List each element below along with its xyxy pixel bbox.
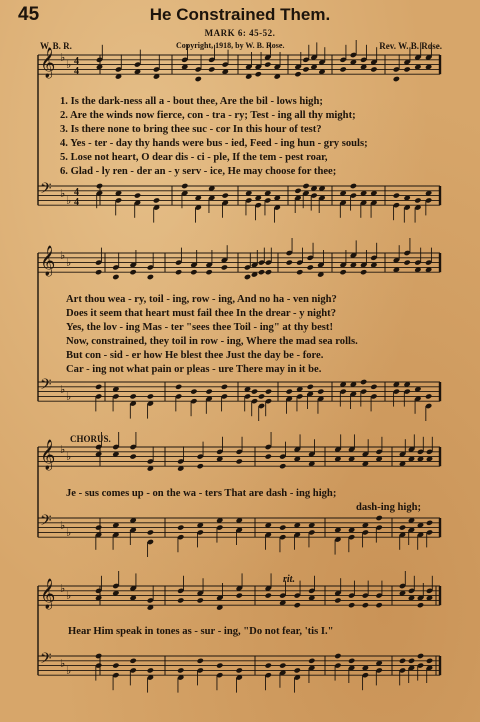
note-head (95, 653, 102, 659)
note-head (197, 597, 204, 603)
note-head (251, 388, 258, 394)
note-head (208, 66, 215, 72)
note-head (279, 463, 286, 469)
note-head (425, 393, 432, 399)
note-head (197, 463, 204, 469)
note-head (294, 188, 301, 194)
note-head (403, 66, 410, 72)
note-head (153, 197, 160, 203)
note-head (175, 269, 182, 275)
note-head (236, 667, 243, 673)
note-head (279, 662, 286, 668)
note-head (134, 192, 141, 198)
note-head (147, 667, 154, 673)
note-head (426, 658, 433, 664)
note-head (264, 61, 271, 67)
note-head (258, 393, 265, 399)
note-head (129, 269, 136, 275)
chorus-line-1-echo: dash-ing high; (356, 502, 422, 513)
note-head (302, 66, 309, 72)
note-head (286, 388, 293, 394)
composer-credit: W. B. R. (40, 41, 72, 51)
note-head (294, 71, 301, 77)
flat-icon: ♭ (60, 249, 66, 262)
flat-icon: ♭ (60, 657, 66, 670)
flat-icon: ♭ (66, 450, 72, 463)
verse-1-line-2: Art thou wea - ry, toil - ing, row - ing, And no ha - ven nigh? (66, 294, 337, 305)
chorus-line-1: Je - sus comes up - on the wa - ters That are dash - ing high; (66, 488, 337, 499)
note-head (348, 658, 355, 664)
note-head (177, 667, 184, 673)
note-head (96, 183, 103, 189)
note-head (181, 183, 188, 189)
verse-4-line-1: 4. Yes - ter - day thy hands were bus - ied, Feed - ing hun - gry souls; (60, 138, 368, 149)
note-head (147, 529, 154, 535)
note-head (205, 269, 212, 275)
time-signature-top: 4 (74, 56, 79, 67)
bass-clef-icon: 𝄢 (40, 512, 52, 533)
note-head (375, 515, 382, 521)
bass-clef-icon: 𝄢 (40, 650, 52, 671)
note-head (177, 597, 184, 603)
note-head (129, 658, 136, 664)
note-head (195, 76, 202, 82)
note-head (236, 458, 243, 464)
note-head (236, 592, 243, 598)
time-signature-bottom: 4 (74, 66, 79, 77)
note-head (222, 192, 229, 198)
flat-icon: ♭ (60, 187, 66, 200)
note-head (370, 66, 377, 72)
flat-icon: ♭ (66, 589, 72, 602)
verse-6-line-2: Car - ing not what pain or pleas - ure There may in it be. (66, 364, 322, 375)
note-head (216, 662, 223, 668)
note-head (129, 393, 136, 399)
flat-icon: ♭ (60, 582, 66, 595)
note-head (95, 524, 102, 530)
note-head (308, 658, 315, 664)
note-head (294, 602, 301, 608)
note-head (399, 524, 406, 530)
note-head (190, 388, 197, 394)
note-head (177, 524, 184, 530)
note-head (112, 662, 119, 668)
copyright-notice: Copyright, 1918, by W. B. Rose. (176, 41, 285, 50)
note-head (265, 269, 272, 275)
ritardando-marking: rit. (283, 574, 295, 585)
note-head (265, 662, 272, 668)
note-head (393, 76, 400, 82)
time-signature-bottom: 4 (74, 197, 79, 208)
scripture-reference: MARK 6: 45-52. (204, 28, 276, 38)
verse-6-line-1: 6. Glad - ly ren - der an - y serv - ice, He may choose for thee; (60, 166, 337, 177)
author-credit: Rev. W. B. Rose. (379, 41, 442, 51)
bass-clef-icon: 𝄢 (40, 376, 52, 397)
note-head (205, 388, 212, 394)
note-head (197, 658, 204, 664)
note-head (175, 384, 182, 390)
note-head (307, 384, 314, 390)
note-head (147, 274, 154, 280)
note-head (350, 183, 357, 189)
verse-2-line-2: Does it seem that heart must fail thee In the drear - y night? (66, 308, 337, 319)
verse-2-line-1: 2. Are the winds now fierce, con - tra - ry; Test - ing all thy might; (60, 110, 356, 121)
note-head (417, 653, 424, 659)
verse-5-line-1: 5. Lose not heart, O dear dis - ci - ple, If the tem - pest roar, (60, 152, 328, 163)
treble-clef-icon: 𝄞 (40, 440, 56, 470)
treble-clef-icon: 𝄞 (40, 246, 56, 276)
note-head (339, 269, 346, 275)
note-head (221, 264, 228, 270)
note-head (362, 602, 369, 608)
note-head (334, 653, 341, 659)
verse-1-line-1: 1. Is the dark-ness all a - bout thee, Are the bil - lows high; (60, 96, 323, 107)
hymn-title: He Constrained Them. (149, 5, 331, 24)
note-head (244, 274, 251, 280)
flat-icon: ♭ (66, 194, 72, 207)
flat-icon: ♭ (60, 519, 66, 532)
flat-icon: ♭ (66, 256, 72, 269)
note-head (294, 667, 301, 673)
note-head (296, 269, 303, 275)
note-head (265, 453, 272, 459)
bass-clef-icon: 𝄢 (40, 180, 52, 201)
note-head (348, 602, 355, 608)
note-head (302, 183, 309, 189)
flat-icon: ♭ (60, 443, 66, 456)
note-head (265, 388, 272, 394)
hymn-number: 45 (18, 4, 40, 25)
note-head (95, 269, 102, 275)
note-head (393, 192, 400, 198)
verse-5-line-2: But con - sid - er how He blest thee Just the day be - fore. (66, 350, 324, 361)
note-head (307, 264, 314, 270)
flat-icon: ♭ (66, 664, 72, 677)
flat-icon: ♭ (60, 51, 66, 64)
flat-icon: ♭ (66, 390, 72, 403)
note-head (399, 658, 406, 664)
note-head (190, 269, 197, 275)
note-head (414, 197, 421, 203)
note-head (255, 71, 262, 77)
note-head (147, 393, 154, 399)
chorus-line-2: Hear Him speak in tones as - sur - ing, "Do not fear, 'tis I." (68, 626, 334, 637)
note-head (403, 259, 410, 265)
note-head (265, 592, 272, 598)
note-head (408, 658, 415, 664)
verse-3-line-1: 3. Is there none to bring thee suc - cor In this hour of test? (60, 124, 322, 135)
note-head (375, 602, 382, 608)
note-head (426, 520, 433, 526)
note-head (360, 379, 367, 385)
note-head (279, 524, 286, 530)
note-head (129, 453, 136, 459)
verse-4-line-2: Now, constrained, they toil in row - ing, Where the mad sea rolls. (66, 336, 358, 347)
treble-clef-icon: 𝄞 (40, 48, 56, 78)
flat-icon: ♭ (60, 383, 66, 396)
verse-3-line-2: Yes, the lov - ing Mas - ter "sees thee Toil - ing" at thy best! (66, 322, 333, 333)
note-head (334, 597, 341, 603)
treble-clef-icon: 𝄞 (40, 579, 56, 609)
note-head (221, 384, 228, 390)
note-head (317, 388, 324, 394)
chorus-label: CHORUS. (70, 434, 111, 444)
note-head (95, 384, 102, 390)
flat-icon: ♭ (66, 58, 72, 71)
note-head (258, 269, 265, 275)
note-head (112, 274, 119, 280)
note-head (417, 602, 424, 608)
note-head (339, 66, 346, 72)
time-signature-top: 4 (74, 187, 79, 198)
note-head (360, 269, 367, 275)
flat-icon: ♭ (66, 526, 72, 539)
note-head (370, 384, 377, 390)
note-head (286, 259, 293, 265)
